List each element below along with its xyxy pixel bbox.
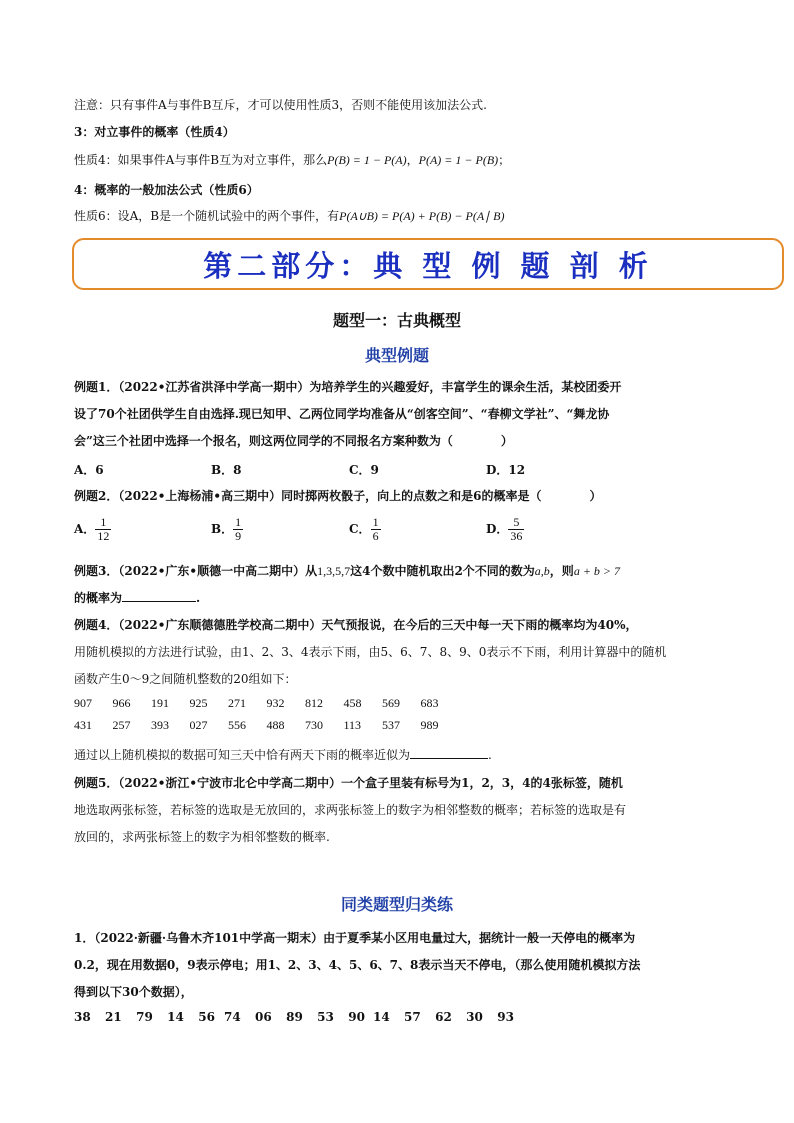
example-5-line-3: 放回的，求两张标签上的数字为相邻整数的概率. <box>74 830 330 844</box>
random-numbers-row-1: 907 966 191 925 271 932 812 458 569 683 <box>74 696 439 710</box>
example-5-line-2: 地选取两张标签，若标签的选取是无放回的，求两张标签上的数字为相邻整数的概率；若标签的选取是有 <box>74 803 627 817</box>
example-4-line-3: 函数产生0～9之间随机整数的20组如下： <box>74 672 297 686</box>
example-2-option-c: C． $\frac{1}{6}$ <box>349 515 379 543</box>
data-group-1: 38 21 79 14 56 <box>74 1010 215 1024</box>
practice-1-line-1: 1．（2022·新疆·乌鲁木齐101中学高一期末）由于夏季某小区用电量过大，据统计一般一天停电的概率为 <box>74 931 636 945</box>
property-4-line: 性质4：如果事件A与事件B互为对立事件，那么P(B) = 1 − P(A)，P(A) = 1 − P(B)； <box>74 153 511 167</box>
example-2-line-1: 例题2．（2022•上海杨浦•高三期中）同时掷两枚骰子，向上的点数之和是6的概率是（ ） <box>74 489 602 503</box>
heading-property-4: 3：对立事件的概率（性质4） <box>74 125 235 139</box>
example-1-line-1: 例题1．（2022•江苏省洪泽中学高一期中）为培养学生的兴趣爱好，丰富学生的课余生活，某校团委开 <box>74 380 622 394</box>
example-1-line-2: 设了70个社团供学生自由选择.现已知甲、乙两位同学均准备从“创客空间”、“春柳文学社”、“舞龙协 <box>74 407 610 421</box>
example-3-line-1: 例题3．（2022•广东•顺德一中高二期中）从1,3,5,7这4个数中随机取出2个不同的数为a,b，则a + b > 7 <box>74 564 621 578</box>
example-2-option-d: D． $\frac{5}{36}$ <box>486 515 523 543</box>
examples-heading: 典型例题 <box>364 346 429 365</box>
data-group-3: 14 57 62 30 93 <box>373 1010 514 1024</box>
example-5-line-1: 例题5．（2022•浙江•宁波市北仑中学高二期中）一个盒子里装有标号为1，2，3，4的4张标签，随机 <box>74 776 623 790</box>
example-2-option-a: A． $\frac{1}{12}$ <box>74 515 110 543</box>
note-line: 注意：只有事件A与事件B互斥，才可以使用性质3，否则不能使用该加法公式. <box>74 98 487 112</box>
example-2-option-b: B． $\frac{1}{9}$ <box>211 515 242 543</box>
example-3-line-2: 的概率为 . <box>74 591 201 605</box>
fraction: $\frac{5}{36}$ <box>510 515 523 543</box>
example-1-option-b: B．8 <box>211 463 242 477</box>
heading-property-6: 4：概率的一般加法公式（性质6） <box>74 183 259 197</box>
property-6-line: 性质6：设A，B是一个随机试验中的两个事件，有P(A∪B) = P(A) + P(B) − P(A∣ B) <box>74 209 505 223</box>
example-4-line-2: 用随机模拟的方法进行试验，由1、2、3、4表示下雨，由5、6、7、8、9、0表示不下雨，利用计算器中的随机 <box>74 645 667 659</box>
example-1-option-a: A．6 <box>74 463 104 477</box>
example-4-line-4: 通过以上随机模拟的数据可知三天中恰有两天下雨的概率近似为 . <box>74 748 492 762</box>
section-title: 第二部分：典 型 例 题 剖 析 <box>203 248 653 283</box>
fraction: $\frac{1}{12}$ <box>97 515 110 543</box>
practice-heading: 同类题型归类练 <box>340 895 453 914</box>
practice-1-line-2: 0.2，现在用数据0，9表示停电；用1、2、3、4、5、6、7、8表示当天不停电，（那么使用随机模拟方法 <box>74 958 641 972</box>
example-1-option-d: D．12 <box>486 463 526 477</box>
example-1-line-3: 会”这三个社团中选择一个报名，则这两位同学的不同报名方案种数为（ ） <box>74 434 513 448</box>
example-1-option-c: C．9 <box>349 463 379 477</box>
example-4-line-1: 例题4．（2022•广东顺德德胜学校高二期中）天气预报说，在今后的三天中每一天下雨的概率均为40%， <box>74 618 638 632</box>
data-group-2: 74 06 89 53 90 <box>224 1010 365 1024</box>
answer-blank[interactable] <box>122 589 196 602</box>
section-banner <box>72 238 784 290</box>
type-heading: 题型一：古典概型 <box>332 311 461 330</box>
fraction: $\frac{1}{6}$ <box>372 515 379 543</box>
answer-blank[interactable] <box>410 746 488 759</box>
practice-1-line-3: 得到以下30个数据）， <box>74 985 193 999</box>
random-numbers-row-2: 431 257 393 027 556 488 730 113 537 989 <box>74 718 439 732</box>
fraction: $\frac{1}{9}$ <box>235 515 242 543</box>
